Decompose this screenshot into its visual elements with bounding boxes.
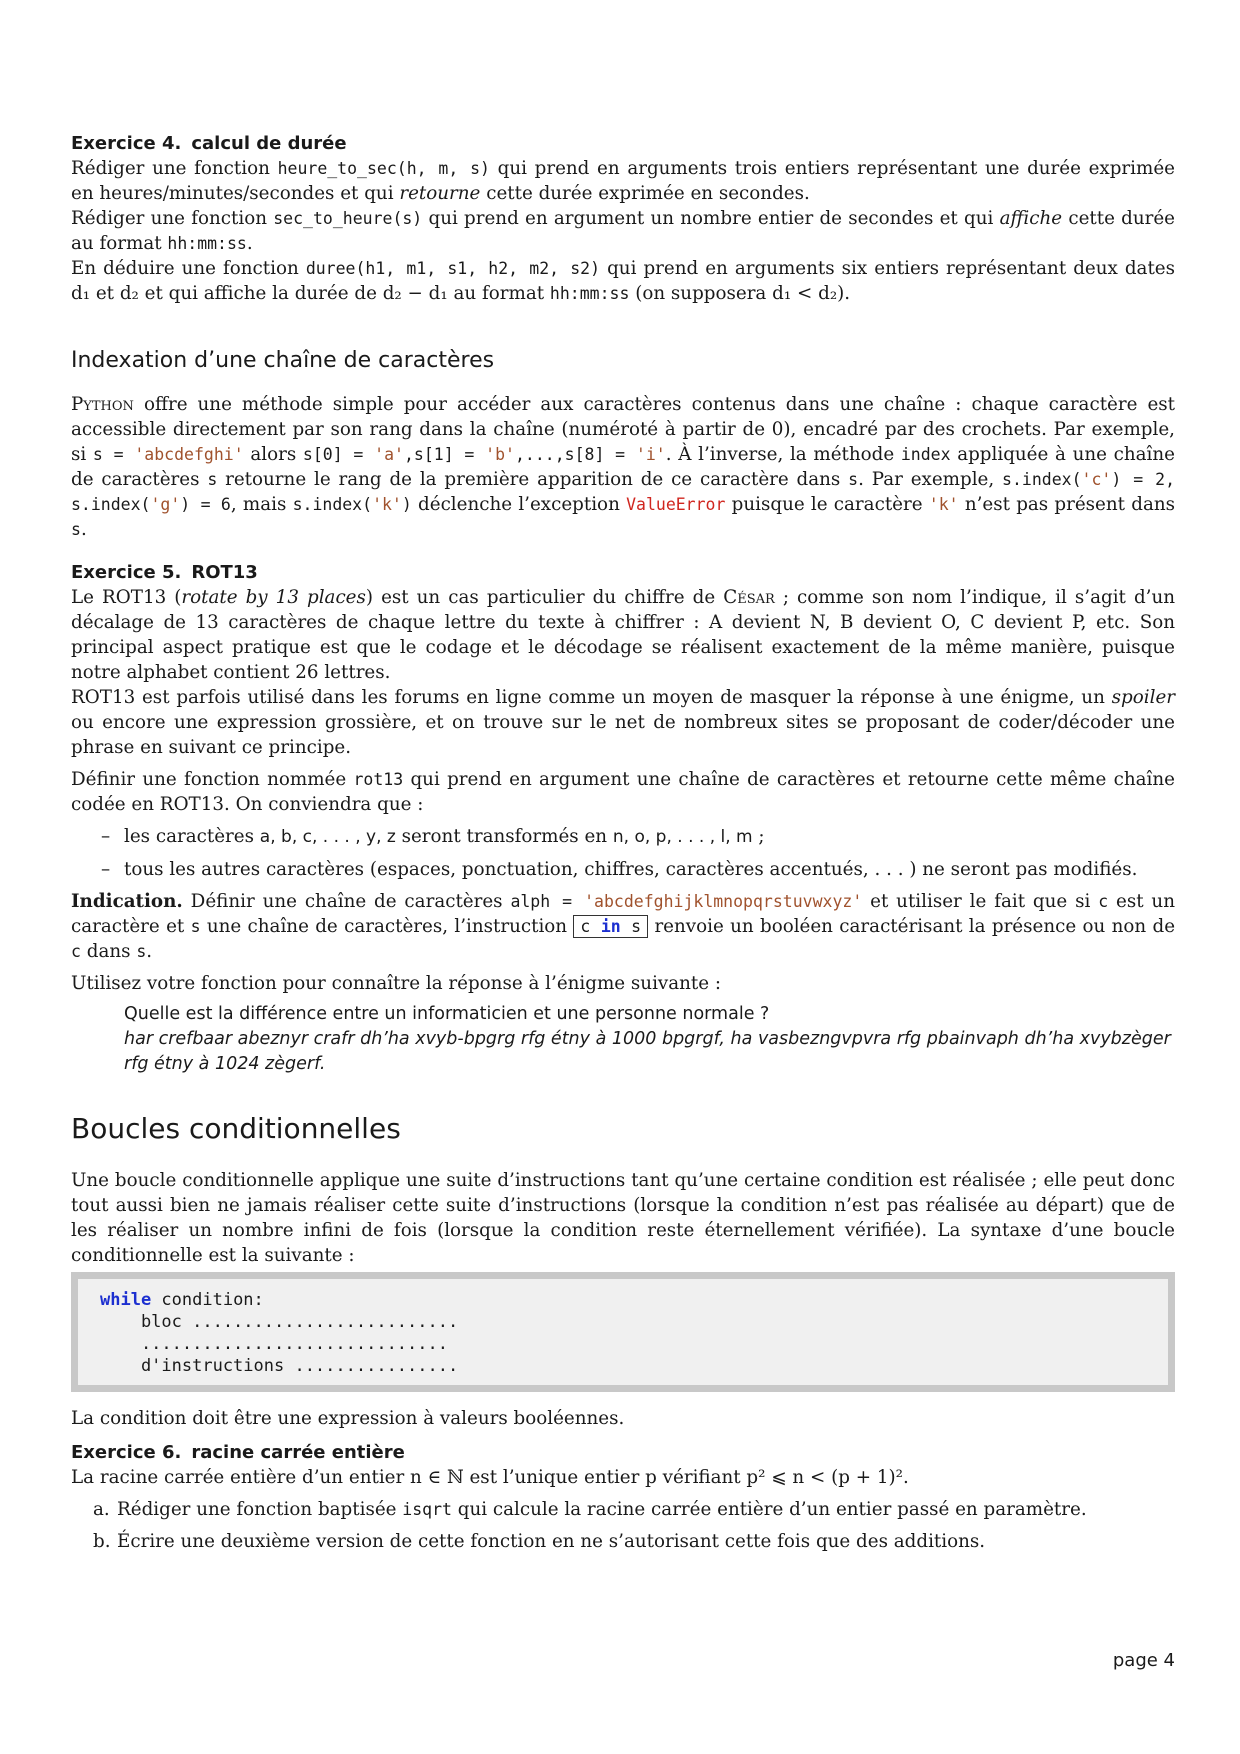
exercise-number: Exercice 5.: [71, 562, 182, 583]
exercise-4: [71, 131, 1175, 306]
boucles-section: [71, 1168, 1175, 1431]
question-list: [71, 1497, 1175, 1554]
exercise-name: ROT13: [191, 562, 258, 583]
paragraph: Utilisez votre fonction pour connaître la réponse à l’énigme suivante :: [71, 973, 722, 994]
exercise-5: [71, 560, 1175, 1077]
list-item: a. Rédiger une fonction baptisée isqrt qui calcule la racine carrée entière d’un entier passé en paramètre.: [93, 1499, 1087, 1520]
paragraph: La racine carrée entière d’un entier n ∈ ℕ est l’unique entier p vérifiant p² ⩽ n < (p + 1)².: [71, 1467, 909, 1488]
riddle-answer-encoded: har crefbaar abeznyr crafr dh’ha xvyb-bpgrg rfg étny à 1000 bpgrgf, ha vasbezngvpvra rfg pbainvaph dh’ha xvybzèger rfg étny à 1024 zègerf.: [124, 1029, 1171, 1074]
exercise-4-title: [71, 131, 1175, 156]
rules-list: [71, 824, 1175, 882]
section-heading-indexation: Indexation d’une chaîne de caractères: [71, 348, 495, 373]
paragraph: Une boucle conditionnelle applique une suite d’instructions tant qu’une certaine condition est réalisée ; elle peut donc tout aussi bien ne jamais réaliser cette suite d’instructions (lorsque la condition n’est pas réalisée au départ) que de les réaliser un nombre infini de fois (lorsque la condition reste éternellement vérifiée). La syntaxe d’une boucle conditionnelle est la suivante :: [71, 1170, 1175, 1266]
riddle-question: Quelle est la différence entre un informaticien et une personne normale ?: [124, 1004, 770, 1024]
section-heading-boucles: Boucles conditionnelles: [71, 1112, 401, 1145]
list-item: – tous les autres caractères (espaces, ponctuation, chiffres, caractères accentués, . . . ) ne seront pas modifiés.: [71, 857, 1175, 882]
inline-code-box: c in s: [573, 915, 648, 938]
paragraph: Le ROT13 (rotate by 13 places) est un cas particulier du chiffre de César ; comme son nom l’indique, il s’agit d’un décalage de 13 caractères de chaque lettre du texte à chiffrer : A devient N, B devient O, C devient P, etc. Son principal aspect pratique est que le codage et le décodage se réalisent exactement de la même manière, puisque notre alphabet contient 26 lettres.: [71, 587, 1176, 683]
riddle-quote: [71, 1002, 1175, 1077]
exercise-name: racine carrée entière: [191, 1442, 405, 1463]
exercise-5-title: [71, 560, 1175, 585]
exercise-6-title: [71, 1440, 1175, 1465]
exercise-6: [71, 1440, 1175, 1561]
paragraph: ROT13 est parfois utilisé dans les forums en ligne comme un moyen de masquer la réponse à une énigme, un spoiler ou encore une expression grossière, et on trouve sur le net de nombreux sites se proposant de coder/décoder une phrase en suivant ce principe.: [71, 687, 1175, 758]
paragraph: Rédiger une fonction sec_to_heure(s) qui prend en argument un nombre entier de secondes et qui affiche cette durée au format hh:mm:ss.: [71, 208, 1175, 254]
paragraph: En déduire une fonction duree(h1, m1, s1, h2, m2, s2) qui prend en arguments six entiers représentant deux dates d₁ et d₂ et qui affiche la durée de d₂ − d₁ au format hh:mm:ss (on supposera d₁ < d₂).: [71, 258, 1175, 304]
indexation-section: [71, 392, 1175, 542]
paragraph: Python offre une méthode simple pour accéder aux caractères contenus dans une chaîne : chaque caractère est accessible directement par son rang dans la chaîne (numéroté à partir de 0), encadré par des crochets. Par exemple, si s = 'abcdefghi' alors s[0] = 'a',s[1] = 'b',...,s[8] = 'i'. À l’inverse, la méthode index appliquée à une chaîne de caractères s retourne le rang de la première apparition de ce caractère dans s. Par exemple, s.index('c') = 2, s.index('g') = 6, mais s.index('k') déclenche l’exception ValueError puisque le caractère 'k' n’est pas présent dans s.: [71, 394, 1176, 540]
paragraph: Rédiger une fonction heure_to_sec(h, m, s) qui prend en arguments trois entiers représentant une durée exprimée en heures/minutes/secondes et qui retourne cette durée exprimée en secondes.: [71, 158, 1175, 204]
paragraph: La condition doit être une expression à valeurs booléennes.: [71, 1408, 625, 1429]
list-item: b. Écrire une deuxième version de cette fonction en ne s’autorisant cette fois que des additions.: [93, 1531, 986, 1552]
indication-paragraph: Indication. Définir une chaîne de caractères alph = 'abcdefghijklmnopqrstuvwxyz' et utiliser le fait que si c est un caractère et s une chaîne de caractères, l’instruction c in s renvoie un booléen caractérisant la présence ou non de c dans s.: [71, 891, 1176, 962]
page-number: page 4: [1112, 1650, 1175, 1671]
exercise-name: calcul de durée: [191, 133, 347, 154]
code-block: while condition: bloc .......................... .............................. d'instructions ................: [71, 1272, 1175, 1392]
exercise-number: Exercice 4.: [71, 133, 182, 154]
list-item: – les caractères a, b, c, . . . , y, z seront transformés en n, o, p, . . . , l, m ;: [71, 824, 1175, 850]
paragraph: Définir une fonction nommée rot13 qui prend en argument une chaîne de caractères et retourne cette même chaîne codée en ROT13. On conviendra que :: [71, 769, 1175, 815]
exercise-number: Exercice 6.: [71, 1442, 182, 1463]
